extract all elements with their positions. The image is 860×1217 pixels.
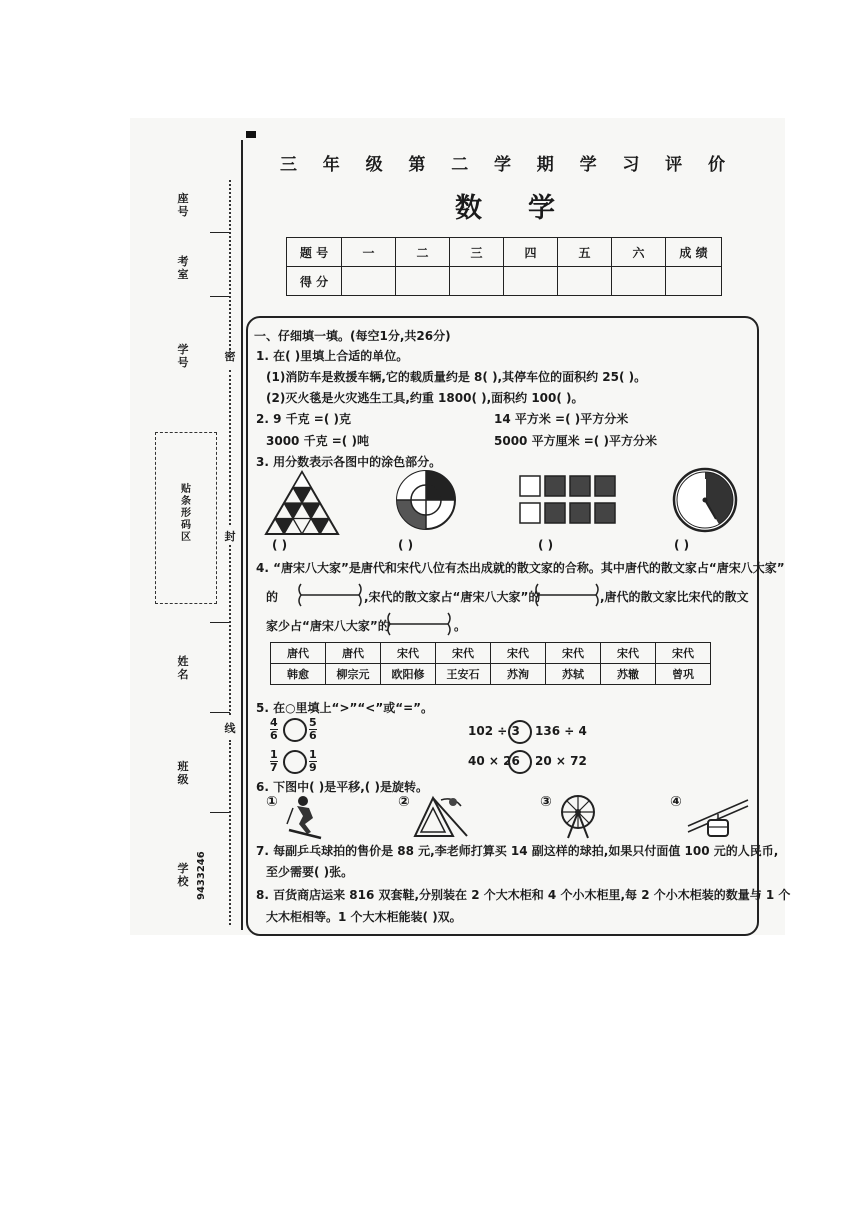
question-2b: 14 平方米 =( )平方分米	[494, 412, 629, 426]
score-header-cell: 四	[504, 238, 558, 267]
seal-line-bottom	[229, 740, 231, 925]
question-2a: 2. 9 千克 =( )克	[256, 412, 351, 426]
dynasty-cell: 唐代	[271, 643, 326, 664]
score-header-cell: 二	[396, 238, 450, 267]
margin-tick	[210, 232, 230, 233]
figure-1-answer[interactable]: ( )	[272, 538, 288, 552]
class-label: 班级	[177, 760, 189, 786]
school-label: 学校	[177, 862, 189, 888]
dynasty-cell: 唐代	[326, 643, 381, 664]
expression-136-4: 136 ÷ 4	[535, 724, 587, 738]
circle-figure	[395, 469, 457, 531]
writer-cell: 苏轼	[546, 664, 601, 685]
question-5: 5. 在○里填上“>”“<”或“=”。	[256, 701, 434, 715]
option-1-number: ①	[266, 794, 278, 810]
dynasty-row	[271, 643, 711, 664]
fraction-blank-3[interactable]	[386, 611, 452, 637]
dynasty-cell: 宋代	[381, 643, 436, 664]
question-2d: 5000 平方厘米 =( )平方分米	[494, 434, 657, 448]
option-3-number: ③	[540, 794, 552, 810]
expression-20-72: 20 × 72	[535, 754, 587, 768]
fraction-5-6: $\frac{5}{6}$	[309, 716, 317, 742]
slide-icon	[413, 794, 471, 840]
section-heading: 一、仔细填一填。(每空1分,共26分)	[254, 329, 451, 343]
score-header-cell: 五	[558, 238, 612, 267]
compare-circle-4[interactable]	[508, 750, 532, 774]
expression-40-26: 40 × 26	[468, 754, 520, 768]
score-total-cell[interactable]	[666, 267, 722, 296]
writer-cell: 曾巩	[656, 664, 711, 685]
score-header-cell: 成 绩	[666, 238, 722, 267]
seal-char-xian: 线	[222, 722, 238, 735]
question-1: 1. 在( )里填上合适的单位。	[256, 349, 409, 363]
expression-102-3: 102 ÷ 3	[468, 724, 520, 738]
subject-title: 数 学	[455, 193, 555, 224]
score-cell[interactable]	[558, 267, 612, 296]
writer-cell: 欧阳修	[381, 664, 436, 685]
figure-2-answer[interactable]: ( )	[398, 538, 414, 552]
question-4-line2b: ,宋代的散文家占“唐宋八大家”的	[364, 590, 541, 604]
seal-line-top	[229, 180, 231, 350]
squares-figure	[519, 475, 617, 525]
skier-icon	[285, 794, 327, 840]
dynasty-cell: 宋代	[656, 643, 711, 664]
score-cell[interactable]	[396, 267, 450, 296]
question-4-line2c: ,唐代的散文家比宋代的散文	[600, 590, 749, 604]
question-8-line2: 大木柜相等。1 个大木柜能装( )双。	[266, 910, 462, 924]
triangle-figure	[264, 470, 340, 536]
ferris-wheel-icon	[558, 794, 598, 840]
name-label: 姓名	[177, 655, 189, 681]
score-header-cell: 题 号	[287, 238, 342, 267]
question-4-line2a: 的	[266, 590, 279, 604]
corner-mark	[246, 131, 256, 138]
figure-4-answer[interactable]: ( )	[674, 538, 690, 552]
dynasty-cell: 宋代	[601, 643, 656, 664]
question-4-line3b: 。	[454, 619, 467, 633]
exam-room-label: 考室	[177, 255, 189, 281]
compare-circle-2[interactable]	[283, 750, 307, 774]
compare-circle-1[interactable]	[283, 718, 307, 742]
dynasty-cell: 宋代	[436, 643, 491, 664]
fraction-1-7: $\frac{1}{7}$	[270, 748, 278, 774]
seal-char-feng: 封	[222, 530, 238, 543]
fraction-4-6: $\frac{4}{6}$	[270, 716, 278, 742]
score-row-label: 得 分	[287, 267, 342, 296]
margin-tick	[210, 712, 230, 713]
seat-number-label: 座号	[177, 192, 189, 218]
question-7-line1: 7. 每副乒乓球拍的售价是 88 元,李老师打算买 14 副这样的球拍,如果只付面值 100 元的人民币,	[256, 844, 779, 858]
cable-car-icon	[686, 796, 750, 840]
serial-code: 9433246	[196, 851, 207, 900]
clock-figure	[672, 467, 738, 533]
question-7-line2: 至少需要( )张。	[266, 865, 354, 879]
score-value-row	[287, 267, 722, 296]
student-id-label: 学号	[177, 343, 189, 369]
seal-char-mi: 密	[222, 350, 238, 363]
figure-3-answer[interactable]: ( )	[538, 538, 554, 552]
score-table	[286, 237, 722, 296]
option-2-number: ②	[398, 794, 410, 810]
compare-circle-3[interactable]	[508, 720, 532, 744]
question-1-2: (2)灭火毯是火灾逃生工具,约重 1800( ),面积约 100( )。	[266, 391, 584, 405]
writer-cell: 韩愈	[271, 664, 326, 685]
question-8-line1: 8. 百货商店运来 816 双套鞋,分别装在 2 个大木柜和 4 个小木柜里,每 2 个小木柜装的数量与 1 个	[256, 888, 791, 902]
score-cell[interactable]	[612, 267, 666, 296]
writer-cell: 柳宗元	[326, 664, 381, 685]
score-cell[interactable]	[342, 267, 396, 296]
option-4-number: ④	[670, 794, 682, 810]
fraction-1-9: $\frac{1}{9}$	[309, 748, 317, 774]
score-header-cell: 一	[342, 238, 396, 267]
barcode-area-label: 贴条形码区	[181, 484, 191, 543]
writer-cell: 苏洵	[491, 664, 546, 685]
question-6: 6. 下图中( )是平移,( )是旋转。	[256, 780, 428, 794]
dynasty-cell: 宋代	[491, 643, 546, 664]
writer-cell: 王安石	[436, 664, 491, 685]
writer-row	[271, 664, 711, 685]
margin-tick	[210, 296, 230, 297]
question-4-line1: 4. “唐宋八大家”是唐代和宋代八位有杰出成就的散文家的合称。其中唐代的散文家占“唐宋八大家”	[256, 561, 785, 575]
dynasty-cell: 宋代	[546, 643, 601, 664]
score-cell[interactable]	[504, 267, 558, 296]
margin-rule	[241, 140, 243, 930]
exam-title: 三 年 级 第 二 学 期 学 习 评 价	[280, 155, 725, 175]
fraction-blank-1[interactable]	[297, 582, 363, 608]
question-3: 3. 用分数表示各图中的涂色部分。	[256, 455, 442, 469]
question-2c: 3000 千克 =( )吨	[266, 434, 369, 448]
score-header-cell: 三	[450, 238, 504, 267]
score-header-cell: 六	[612, 238, 666, 267]
seal-line-mid	[229, 370, 231, 525]
writer-cell: 苏辙	[601, 664, 656, 685]
question-1-1: (1)消防车是救援车辆,它的载质量约是 8( ),其停车位的面积约 25( )。	[266, 370, 647, 384]
margin-tick	[210, 622, 230, 623]
score-cell[interactable]	[450, 267, 504, 296]
score-header-row	[287, 238, 722, 267]
writers-table	[270, 642, 711, 685]
question-4-line3a: 家少占“唐宋八大家”的	[266, 619, 390, 633]
fraction-blank-2[interactable]	[534, 582, 600, 608]
seal-line-mid2	[229, 545, 231, 715]
margin-tick	[210, 812, 230, 813]
